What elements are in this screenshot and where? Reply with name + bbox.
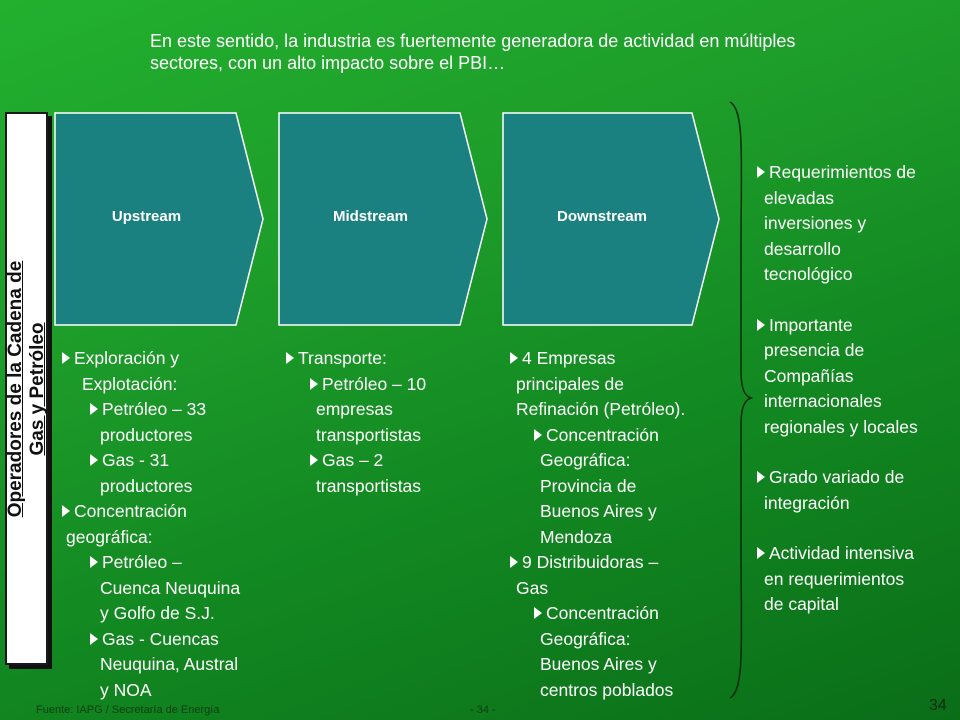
upstream-text-line: geográfica: [66, 526, 153, 547]
conclusion-integration [757, 465, 957, 516]
conclusion-international [757, 313, 957, 441]
upstream-text-line: Explotación: [82, 373, 178, 394]
conclusion-line: desarrollo [764, 238, 841, 259]
conclusion-line: elevadas [764, 187, 835, 208]
midstream-bullet-oil: Petróleo – 10 [322, 373, 427, 394]
footer-source: Fuente: IAPG / Secretaría de Energía [36, 704, 220, 716]
upstream-text-line: Neuquina, Austral [100, 654, 239, 674]
bullet-icon [62, 352, 70, 364]
upstream-text-line: productores [100, 475, 193, 496]
bullet-icon [90, 556, 98, 568]
conclusion-line: tecnológico [764, 264, 853, 284]
downstream-text-line: Refinación (Petróleo). [516, 399, 686, 419]
bullet-icon [90, 403, 98, 415]
midstream-text-line: empresas [316, 399, 393, 419]
side-label-line1: Operadores de la Cadena de [4, 260, 26, 517]
bullet-icon [757, 319, 765, 331]
conclusion-line: Importante [769, 314, 853, 335]
downstream-text-line: principales de [516, 373, 624, 394]
upstream-text-line: y Golfo de S.J. [100, 603, 215, 623]
downstream-bullet-concentration-2: Concentración [546, 603, 659, 623]
conclusion-line: internacionales [764, 391, 882, 411]
conclusion-line: presencia de [764, 340, 865, 360]
bullet-icon [510, 556, 518, 568]
midstream-bullet-transport: Transporte: [298, 348, 387, 368]
conclusion-line: Actividad intensiva [769, 543, 914, 563]
bullet-icon [757, 471, 765, 483]
side-label-text [5, 260, 49, 517]
bullet-icon [310, 378, 318, 390]
bullet-icon [286, 352, 294, 364]
downstream-bullet-distribution: 9 Distribuidoras – [522, 552, 659, 572]
downstream-bullet-concentration-1: Concentración [546, 424, 659, 445]
side-label-line2: Gas y Petróleo [26, 321, 48, 456]
downstream-text-line: Provincia de [540, 475, 637, 496]
bullet-icon [534, 607, 542, 619]
midstream-bullet-gas: Gas – 2 [322, 450, 384, 470]
upstream-details [62, 346, 277, 703]
bullet-icon [62, 505, 70, 517]
midstream-label: Midstream [332, 208, 409, 225]
conclusion-line: de capital [764, 594, 839, 614]
header-text: En este sentido, la industria es fuertemente generadora de actividad en múltiples sectores, con un alto impacto sobre el PBI… [150, 31, 796, 73]
conclusion-line: Requerimientos de [769, 162, 916, 182]
conclusion-line: Compañías [764, 365, 854, 386]
bullet-icon [90, 633, 98, 645]
conclusions-list [757, 160, 957, 643]
midstream-text-line: transportistas [316, 424, 422, 445]
conclusion-line: Grado variado de [769, 467, 905, 487]
downstream-text-line: centros poblados [540, 679, 674, 700]
bullet-icon [90, 454, 98, 466]
page-number: 34 [929, 697, 947, 714]
conclusion-line: inversiones y [764, 213, 867, 233]
upstream-bullet-concentration: Concentración [74, 501, 187, 521]
downstream-text-line: Geográfica: [540, 450, 631, 470]
upstream-text-line: y NOA [100, 679, 152, 700]
conclusion-line: en requerimientos [764, 568, 905, 589]
conclusion-line: regionales y locales [764, 416, 918, 437]
downstream-text-line: Gas [516, 577, 549, 598]
upstream-bullet-gas: Gas - 31 [102, 450, 170, 470]
side-label-box [5, 112, 48, 665]
bullet-icon [534, 429, 542, 441]
upstream-text-line: productores [100, 424, 193, 445]
bullet-icon [310, 454, 318, 466]
upstream-bullet-oil-basin: Petróleo – [102, 552, 182, 572]
conclusion-capital [757, 541, 957, 618]
footer-center: - 34 - [470, 704, 496, 716]
bullet-icon [510, 352, 518, 364]
conclusion-investment [757, 160, 957, 288]
downstream-text-line: Mendoza [540, 526, 612, 547]
curly-brace [727, 100, 753, 705]
upstream-text-line: Cuenca Neuquina [100, 577, 241, 598]
conclusion-line: integración [764, 492, 850, 513]
upstream-label: Upstream [111, 208, 182, 225]
downstream-bullet-refining: 4 Empresas [522, 348, 616, 368]
upstream-bullet-exploration: Exploración y [74, 348, 180, 368]
bullet-icon [757, 166, 765, 178]
bullet-icon [757, 547, 765, 559]
downstream-text-line: Geográfica: [540, 628, 631, 649]
midstream-text-line: transportistas [316, 475, 422, 496]
upstream-bullet-oil: Petróleo – 33 [102, 399, 207, 419]
downstream-label: Downstream [556, 208, 648, 225]
upstream-bullet-gas-basin: Gas - Cuencas [102, 628, 219, 649]
downstream-details [510, 346, 730, 703]
downstream-text-line: Buenos Aires y [540, 654, 657, 674]
midstream-details [286, 346, 496, 499]
downstream-text-line: Buenos Aires y [540, 501, 657, 521]
